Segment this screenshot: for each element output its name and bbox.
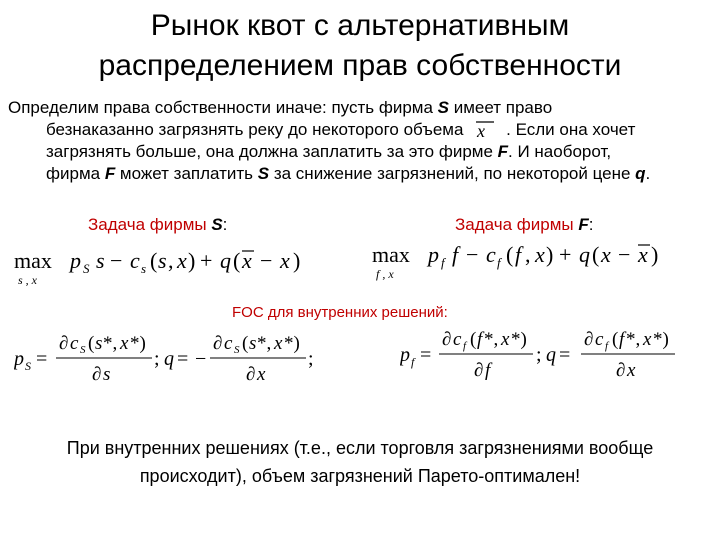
svg-text:S: S bbox=[25, 359, 31, 373]
svg-text:*,: *, bbox=[103, 333, 118, 354]
svg-text:=: = bbox=[420, 344, 432, 366]
svg-text:p: p bbox=[70, 248, 81, 273]
svg-text:x: x bbox=[601, 242, 611, 267]
svg-text:): ) bbox=[546, 242, 554, 267]
svg-text:(: ( bbox=[470, 329, 477, 350]
svg-text:*): *) bbox=[130, 333, 146, 354]
svg-text:s: s bbox=[96, 248, 105, 273]
conclusion-line-2: происходит), объем загрязнений Парето-оптимален! bbox=[139, 466, 581, 486]
svg-text:x: x bbox=[280, 248, 290, 273]
firm-f-foc-formula bbox=[400, 324, 700, 386]
svg-text:x: x bbox=[638, 242, 648, 267]
svg-text:max: max bbox=[372, 242, 410, 267]
svg-text:*): *) bbox=[511, 329, 527, 350]
svg-text:q: q bbox=[546, 344, 556, 366]
svg-text:s , x: s , x bbox=[18, 273, 37, 287]
task-firm-f-label: Задача фирмы F: bbox=[455, 215, 594, 234]
title-line-2: распределением прав собственности bbox=[98, 49, 622, 82]
svg-text:(: ( bbox=[150, 248, 158, 273]
svg-text:x: x bbox=[643, 329, 652, 350]
svg-text:f: f bbox=[477, 329, 483, 350]
svg-text:f: f bbox=[441, 255, 445, 270]
svg-text:−: − bbox=[466, 242, 479, 267]
svg-text:x: x bbox=[535, 242, 545, 267]
svg-text:c: c bbox=[70, 333, 79, 354]
svg-text:∂: ∂ bbox=[92, 364, 102, 385]
conclusion-line-1: При внутренних решениях (т.е., если торговля загрязнениями вообще bbox=[66, 438, 654, 458]
svg-text:c: c bbox=[595, 329, 604, 350]
svg-text:(: ( bbox=[242, 333, 249, 354]
svg-text:f: f bbox=[497, 255, 501, 270]
firm-s-objective-formula bbox=[14, 240, 334, 290]
svg-text:x: x bbox=[627, 360, 636, 381]
svg-text:*): *) bbox=[284, 333, 300, 354]
slide-title bbox=[0, 6, 720, 86]
svg-text:): ) bbox=[188, 248, 196, 273]
svg-text:;: ; bbox=[536, 344, 542, 366]
svg-text:f: f bbox=[605, 340, 609, 352]
svg-text:=: = bbox=[36, 348, 48, 370]
conclusion-text bbox=[0, 434, 720, 490]
svg-text:−: − bbox=[260, 248, 273, 273]
svg-text:x: x bbox=[257, 364, 266, 385]
svg-text:f: f bbox=[452, 242, 459, 267]
svg-text:*,: *, bbox=[257, 333, 272, 354]
svg-text:q: q bbox=[220, 248, 231, 273]
svg-text:f: f bbox=[411, 355, 415, 369]
svg-text:−: − bbox=[110, 248, 123, 273]
svg-text:*): *) bbox=[653, 329, 669, 350]
intro-line-3: загрязнять больше, она должна заплатить за это фирме F. И наоборот, bbox=[46, 142, 612, 161]
intro-line-1: Определим права собственности иначе: пусть фирма S имеет право bbox=[8, 98, 553, 117]
svg-text:p: p bbox=[14, 348, 24, 370]
svg-text:max: max bbox=[14, 248, 52, 273]
svg-text:s: s bbox=[158, 248, 167, 273]
svg-text:S: S bbox=[83, 261, 90, 276]
svg-text:;: ; bbox=[154, 348, 160, 370]
svg-text:x: x bbox=[477, 121, 486, 139]
svg-text:c: c bbox=[486, 242, 496, 267]
svg-text:x: x bbox=[177, 248, 187, 273]
svg-text:(: ( bbox=[592, 242, 600, 267]
firm-f-objective-formula bbox=[372, 234, 707, 284]
svg-text:−: − bbox=[195, 348, 207, 370]
svg-text:S: S bbox=[80, 344, 86, 356]
svg-text:p: p bbox=[400, 344, 410, 366]
svg-text:∂: ∂ bbox=[59, 333, 69, 354]
svg-text:*,: *, bbox=[626, 329, 641, 350]
svg-text:∂: ∂ bbox=[616, 360, 626, 381]
svg-text:∂: ∂ bbox=[584, 329, 594, 350]
svg-text:s: s bbox=[103, 364, 111, 385]
svg-text:s: s bbox=[249, 333, 257, 354]
svg-text:−: − bbox=[618, 242, 631, 267]
task-firm-s-label: Задача фирмы S: bbox=[88, 215, 228, 234]
title-line-1: Рынок квот с альтернативным bbox=[150, 9, 570, 42]
firm-s-foc-formula bbox=[14, 328, 324, 390]
svg-text:q: q bbox=[579, 242, 590, 267]
svg-text:=: = bbox=[177, 348, 189, 370]
svg-text:+: + bbox=[200, 248, 213, 273]
svg-text:): ) bbox=[651, 242, 659, 267]
svg-text:(: ( bbox=[506, 242, 514, 267]
svg-text:x: x bbox=[120, 333, 129, 354]
svg-text:s: s bbox=[141, 261, 147, 276]
svg-text:f , x: f , x bbox=[376, 267, 394, 281]
svg-text:q: q bbox=[164, 348, 174, 370]
svg-text:f: f bbox=[619, 329, 625, 350]
svg-text:): ) bbox=[293, 248, 301, 273]
svg-text:c: c bbox=[453, 329, 462, 350]
svg-text:c: c bbox=[130, 248, 140, 273]
svg-text:∂: ∂ bbox=[474, 360, 484, 381]
x-bar-symbol bbox=[468, 119, 506, 139]
svg-text:∂: ∂ bbox=[442, 329, 452, 350]
svg-text:x: x bbox=[501, 329, 510, 350]
intro-paragraph bbox=[8, 97, 708, 185]
svg-text:∂: ∂ bbox=[213, 333, 223, 354]
svg-text:∂: ∂ bbox=[246, 364, 256, 385]
svg-text:c: c bbox=[224, 333, 233, 354]
svg-text:p: p bbox=[428, 242, 439, 267]
intro-line-4: фирма F может заплатить S за снижение загрязнений, по некоторой цене q. bbox=[46, 164, 651, 183]
svg-text:;: ; bbox=[308, 348, 314, 370]
svg-text:x: x bbox=[242, 248, 252, 273]
svg-text:=: = bbox=[559, 344, 571, 366]
svg-text:f: f bbox=[485, 360, 491, 381]
foc-label: FOC для внутренних решений: bbox=[232, 304, 448, 321]
svg-text:*,: *, bbox=[484, 329, 499, 350]
svg-text:s: s bbox=[95, 333, 103, 354]
svg-text:(: ( bbox=[233, 248, 241, 273]
svg-text:(: ( bbox=[88, 333, 95, 354]
svg-text:S: S bbox=[234, 344, 240, 356]
svg-text:f: f bbox=[515, 242, 522, 267]
svg-text:,: , bbox=[168, 248, 174, 273]
svg-text:(: ( bbox=[612, 329, 619, 350]
svg-text:x: x bbox=[274, 333, 283, 354]
intro-line-2: безнаказанно загрязнять реку до некоторого объема x . Если она хочет bbox=[46, 120, 636, 139]
svg-text:+: + bbox=[559, 242, 572, 267]
svg-text:,: , bbox=[525, 242, 531, 267]
svg-text:f: f bbox=[463, 340, 467, 352]
